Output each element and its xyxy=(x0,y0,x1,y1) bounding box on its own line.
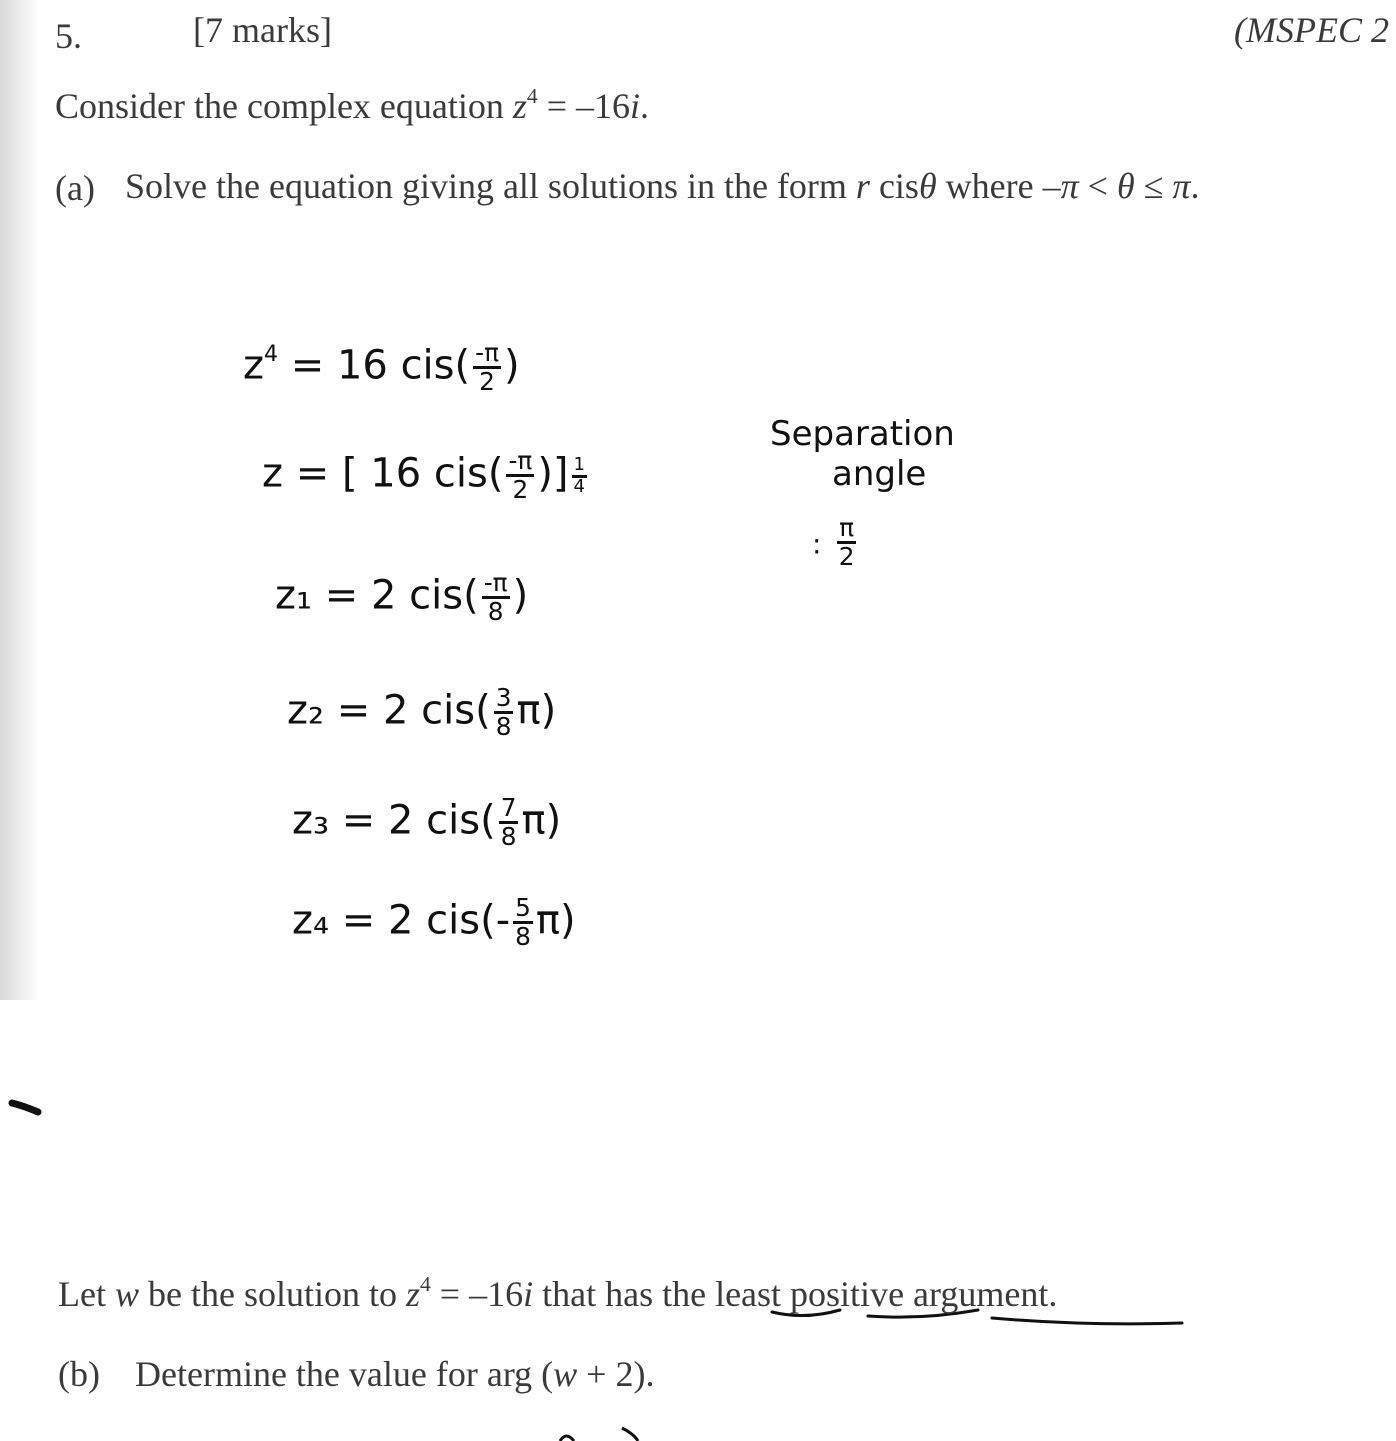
source-label: (MSPEC 2 xyxy=(1234,10,1389,50)
partial-ink-bottom-1 xyxy=(560,1436,574,1441)
underline-argument xyxy=(992,1318,1182,1324)
working-line-3: z₁ = 2 cis( $\frac{-\pi}{8}$ ) xyxy=(275,568,529,627)
working-line-6: z₄ = 2 cis(- $\frac{5}{8}$ π) xyxy=(292,893,576,952)
working-line-5: z₃ = 2 cis( $\frac{7}{8}$ π) xyxy=(292,793,562,852)
angle-label: angle xyxy=(832,454,927,494)
partial-ink-bottom-2 xyxy=(622,1428,638,1441)
margin-ink-mark xyxy=(12,1103,38,1112)
part-a-question: Solve the equation giving all solutions in the form r cisθ where –π < θ ≤ π. xyxy=(125,166,1200,206)
working-line-2: z = [ 16 cis( $\frac{-\pi}{2}$ )] $\frac{1}{4}$ xyxy=(262,446,585,505)
marks-label: [7 marks] xyxy=(193,10,332,50)
part-a-label: (a) xyxy=(55,168,95,208)
question-number: 5. xyxy=(55,16,82,56)
separation-label: Separation xyxy=(770,414,955,454)
working-line-4: z₂ = 2 cis( $\frac{3}{8}$ π) xyxy=(287,683,557,742)
part-b-question: Determine the value for arg (w + 2). xyxy=(135,1354,655,1394)
working-line-1: $z^4 = 16$ cis( $\frac{-\pi}{2}$ ) xyxy=(243,338,520,397)
statement-text: Let w be the solution to $z^4 = -16i$ that has the least positive argument. xyxy=(58,1271,1058,1314)
part-b-label: (b) xyxy=(58,1354,100,1394)
intro-text: Consider the complex equation $z^4 = -16i$. xyxy=(55,83,650,126)
separation-angle-value: : $\frac{\pi}{2}$ xyxy=(812,513,855,572)
